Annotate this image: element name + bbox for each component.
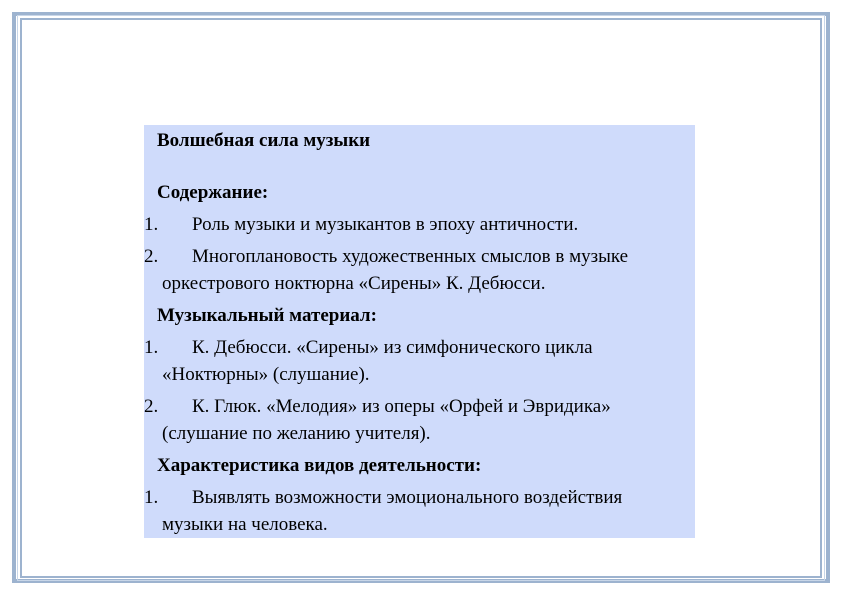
list-text-continued: «Ноктюрны» (слушание). bbox=[162, 364, 370, 385]
list-item bbox=[144, 211, 695, 238]
list-text: Роль музыки и музыкантов в эпоху античности. bbox=[192, 214, 579, 235]
list-number: 1. bbox=[144, 487, 159, 508]
list-item bbox=[144, 243, 695, 297]
list-number: 1. bbox=[144, 337, 159, 358]
list-text-continued: оркестрового ноктюрна «Сирены» К. Дебюсси. bbox=[162, 273, 546, 294]
list-number: 1. bbox=[144, 214, 159, 235]
lesson-title: Волшебная сила музыки bbox=[144, 125, 695, 154]
list-number: 2. bbox=[144, 396, 159, 417]
list-text: К. Дебюсси. «Сирены» из симфонического цикла bbox=[192, 337, 593, 358]
section-heading-content: Содержание: bbox=[144, 179, 695, 206]
list-text: К. Глюк. «Мелодия» из оперы «Орфей и Эвридика» bbox=[192, 396, 611, 417]
list-text: Многоплановость художественных смыслов в музыке bbox=[192, 246, 629, 267]
section-heading-material: Музыкальный материал: bbox=[144, 302, 695, 329]
list-text: Выявлять возможности эмоционального воздействия bbox=[192, 487, 623, 508]
lesson-content bbox=[144, 125, 695, 538]
list-number: 2. bbox=[144, 246, 159, 267]
list-item bbox=[144, 334, 695, 388]
list-item bbox=[144, 484, 695, 538]
list-text-continued: (слушание по желанию учителя). bbox=[162, 423, 431, 444]
list-item bbox=[144, 393, 695, 447]
list-text-continued: музыки на человека. bbox=[162, 514, 328, 535]
spacer bbox=[144, 154, 695, 179]
section-heading-activities: Характеристика видов деятельности: bbox=[144, 452, 695, 479]
